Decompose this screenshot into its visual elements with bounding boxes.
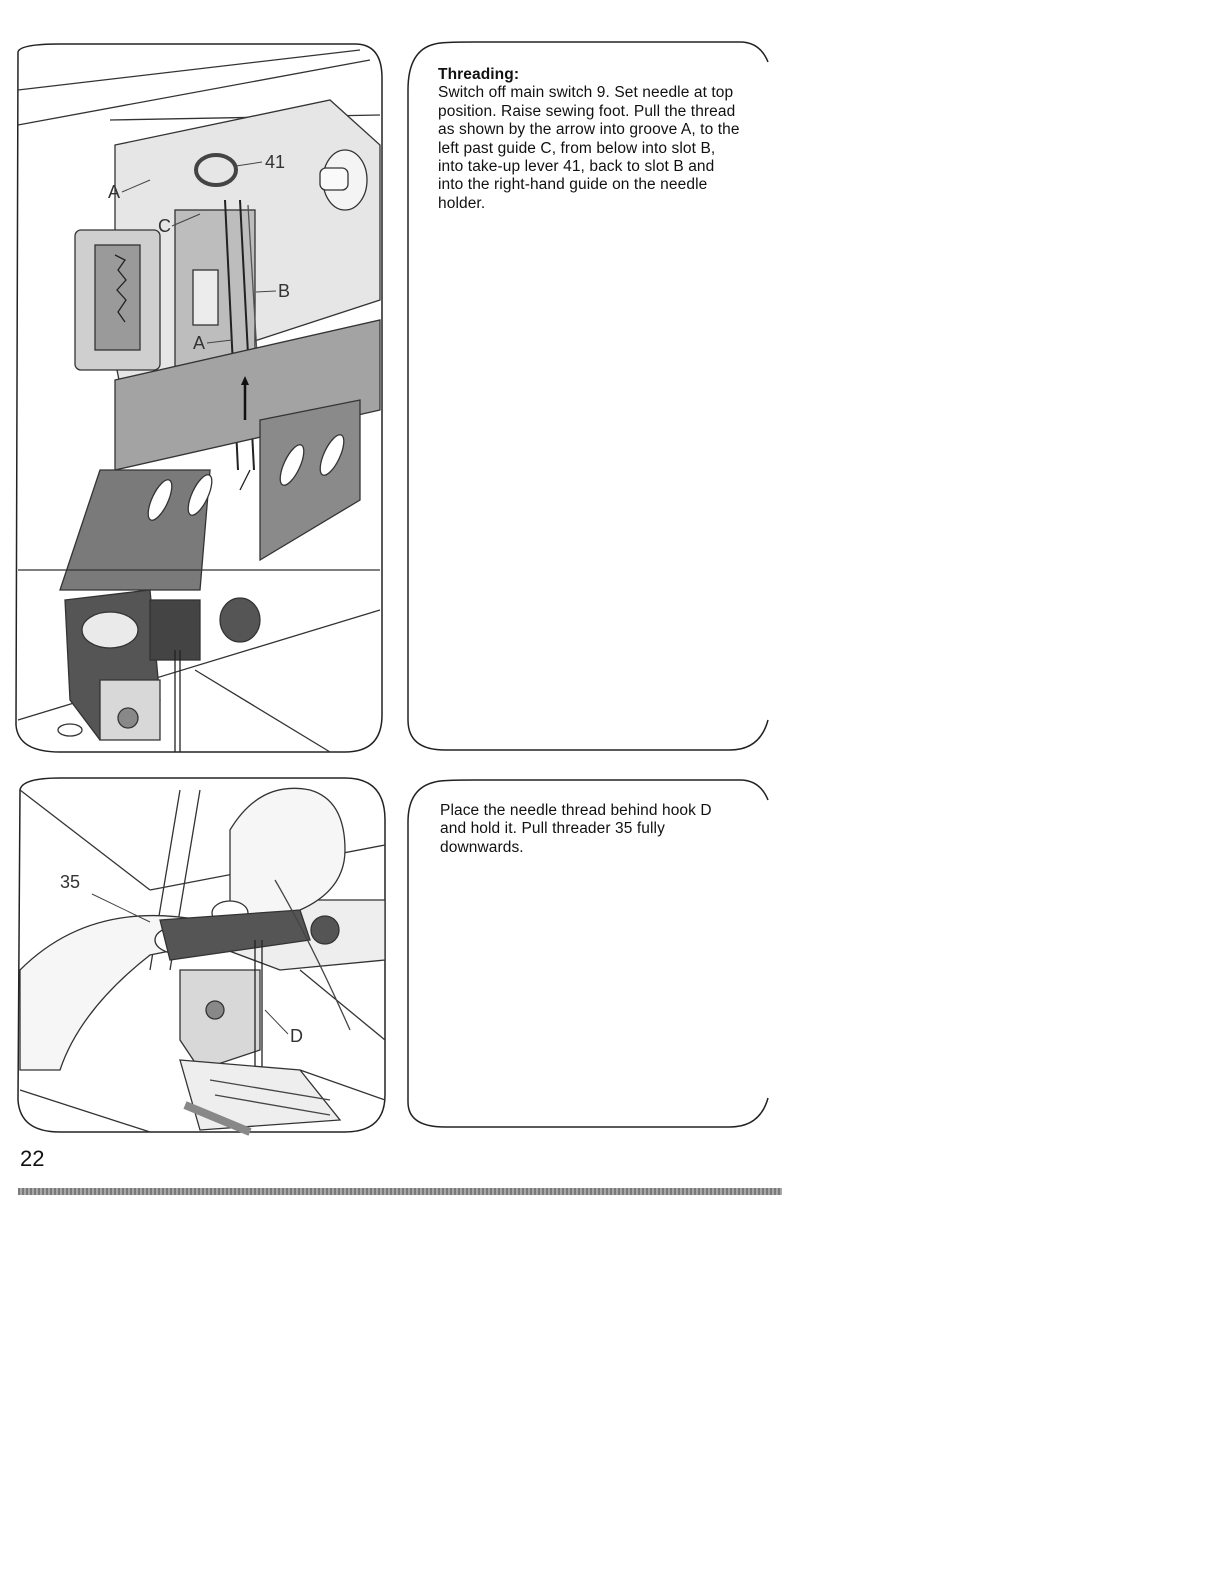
callout-c: C	[158, 216, 171, 236]
callout-d: D	[290, 1026, 303, 1046]
bottom-rule	[18, 1188, 782, 1195]
needle-threader-illustration	[0, 770, 400, 1140]
callout-b: B	[278, 281, 291, 301]
callout-41: 41	[265, 152, 286, 172]
threading-heading: Threading:	[438, 66, 520, 83]
sewing-machine-threading-illustration	[0, 0, 400, 770]
threader-instructions: Place the needle thread behind hook D and hold it. Pull threader 35 fully downwards.	[440, 802, 712, 856]
callout-35: 35	[60, 872, 81, 892]
page-number: 22	[20, 1146, 45, 1171]
threading-instructions: Switch off main switch 9. Set needle at top position. Raise sewing foot. Pull the thread as shown by the arrow into groove A, to the left past guide C, from below into slot B, into take-up lever 41, back to slot B and into the right-hand guide on the needle holder.	[438, 84, 740, 212]
callout-a-top: A	[108, 182, 121, 202]
callout-a-lower: A	[193, 333, 206, 353]
